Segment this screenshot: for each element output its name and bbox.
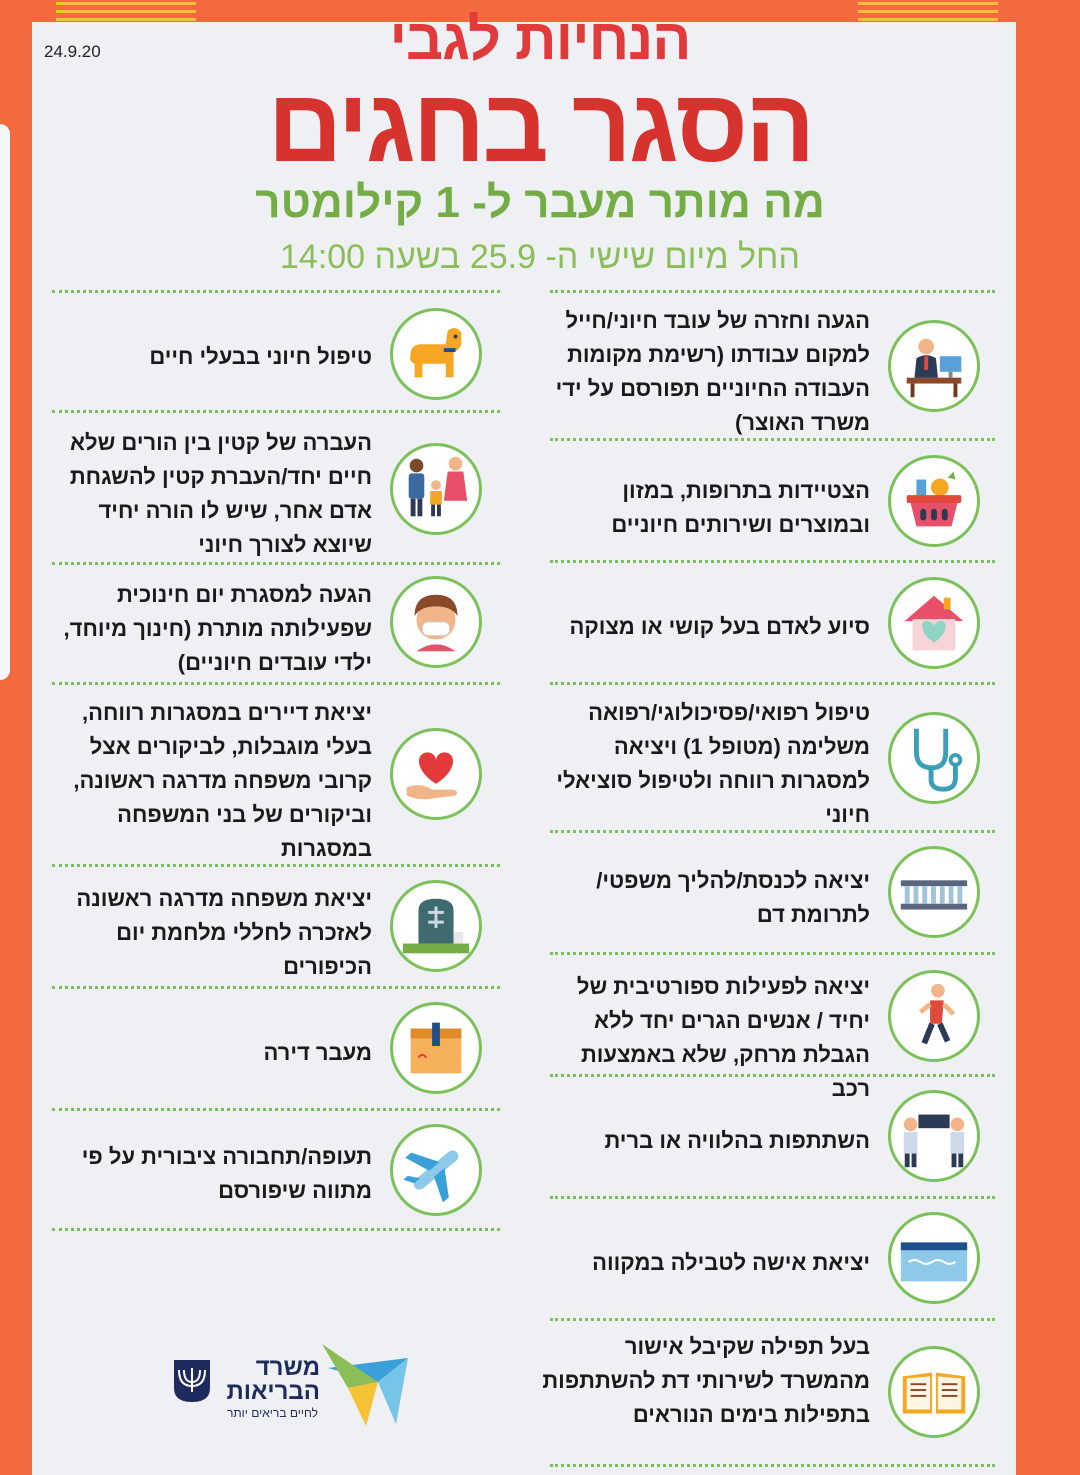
- item-text: טיפול רפואי/פסיכולוגי/רפואה משלימה (מטופל 1) ויציאה למסגרות רווחה ולטיפול סוציאלי חיוני: [556, 700, 870, 827]
- ministry-name-line-1: משרד: [255, 1354, 320, 1381]
- divider: [52, 864, 500, 867]
- divider: [52, 290, 500, 293]
- family-icon: [390, 443, 482, 535]
- dog-icon: [390, 308, 482, 400]
- mikveh-pool-icon: [888, 1212, 980, 1304]
- ministry-star-logo-icon: [318, 1338, 418, 1428]
- item-text: טיפול חיוני בבעלי חיים: [149, 344, 372, 369]
- ministry-name-line-2: הבריאות: [226, 1378, 320, 1405]
- moving-box-icon: [390, 1002, 482, 1094]
- divider: [52, 562, 500, 565]
- divider: [52, 410, 500, 413]
- divider: [550, 1464, 995, 1467]
- divider: [550, 1074, 995, 1077]
- divider: [52, 986, 500, 989]
- runner-icon: [888, 970, 980, 1062]
- heart-house-icon: [888, 577, 980, 669]
- masked-child-icon: [390, 576, 482, 668]
- subtitle: מה מותר מעבר ל- 1 קילומטר: [255, 178, 825, 227]
- item-text: הגעה למסגרת יום חינוכית שפעילותה מותרת (חינוך מיוחד, ילדי עובדים חיוניים): [63, 582, 372, 675]
- title-line-1: הנחיות לגבי: [389, 7, 691, 72]
- menorah-emblem-icon: [172, 1358, 212, 1404]
- effective-date: החל מיום שישי ה- 25.9 בשעה 14:00: [280, 238, 800, 276]
- ministry-tagline: לחיים בריאים יותר: [226, 1406, 318, 1420]
- divider: [550, 682, 995, 685]
- office-worker-icon: [888, 320, 980, 412]
- publish-date: 24.9.20: [44, 42, 101, 61]
- divider: [550, 560, 995, 563]
- memorial-grave-icon: [390, 880, 482, 972]
- divider: [52, 682, 500, 685]
- divider: [52, 1108, 500, 1111]
- prayer-book-icon: [888, 1346, 980, 1438]
- divider: [52, 1228, 500, 1231]
- title-line-2: הסגר בחגים: [267, 68, 813, 184]
- item-text: סיוע לאדם בעל קושי או מצוקה: [569, 614, 870, 639]
- item-text: מעבר דירה: [263, 1040, 372, 1065]
- item-text: בעל תפילה שקיבל אישור מהמשרד לשירותי דת להשתתפות בתפילות בימים הנוראים: [542, 1334, 870, 1427]
- airplane-icon: [390, 1124, 482, 1216]
- divider: [550, 438, 995, 441]
- divider: [550, 1318, 995, 1321]
- item-text: העברה של קטין בין הורים שלא חיים יחד/העברת קטין להשגחת אדם אחר, שיש לו הורה יחיד שיוצא לצורך חיוני: [69, 430, 372, 557]
- item-text: תעופה/תחבורה ציבורית על פי מתווה שיפורסם: [81, 1144, 372, 1203]
- item-text: יציאה לכנסת/להליך משפטי/ לתרומת דם: [596, 868, 870, 927]
- item-text: יציאת אישה לטבילה במקווה: [592, 1250, 870, 1275]
- heart-in-hand-icon: [390, 728, 482, 820]
- item-text: הצטיידות בתרופות, במזון ובמוצרים ושירותים חיוניים: [611, 478, 870, 537]
- divider: [550, 830, 995, 833]
- divider: [550, 1196, 995, 1199]
- item-text: השתתפות בהלוויה או ברית: [604, 1128, 870, 1153]
- item-text: יציאת משפחה מדרגה ראשונה לאזכרה לחללי מלחמת יום הכיפורים: [76, 886, 372, 979]
- divider: [550, 952, 995, 955]
- knesset-building-icon: [888, 846, 980, 938]
- item-text: יציאה לפעילות ספורטיבית של יחיד / אנשים הגרים יחד ללא הגבלת מרחק, שלא באמצעות רכב: [576, 974, 870, 1101]
- item-text: יציאת דיירים במסגרות רווחה, בעלי מוגבלות, לביקורים אצל קרובי משפחה מדרגה ראשונה, וביקורים של בני המשפחה במסגרות: [73, 700, 372, 861]
- item-text: הגעה וחזרה של עובד חיוני/חייל למקום עבודתו (רשימת מקומות העבודה החיוניים תפורסם על ידי משרד האוצר): [555, 308, 870, 435]
- shopping-basket-icon: [888, 455, 980, 547]
- divider: [550, 290, 995, 293]
- funeral-icon: [888, 1090, 980, 1182]
- stethoscope-icon: [888, 712, 980, 804]
